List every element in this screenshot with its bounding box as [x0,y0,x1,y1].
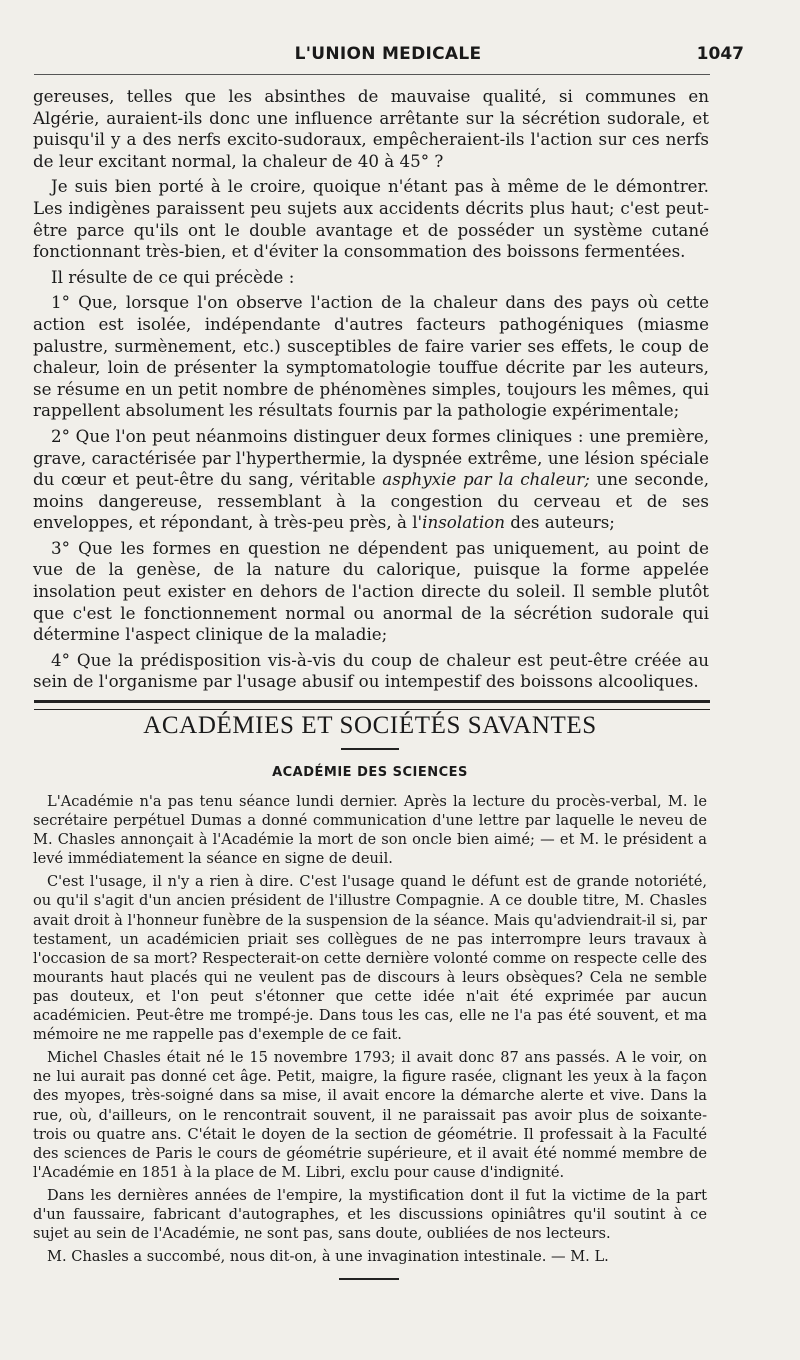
subsection-title: ACADÉMIE DES SCIENCES [272,765,468,780]
paragraph: C'est l'usage, il n'y a rien à dire. C'est l'usage quand le défunt est de grande notoriété, ou qu'il s'agit d'un ancien président de l'illustre Compagnie. A ce double titre, M. Chasles avait droit à l'honneur funèbre de la suspension de la séance. Mais qu'adviendrait-il si, par testament, un académicien priait ses collègues de ne pas interrompre leurs travaux à l'occasion de sa mort? Respecterait-on cette dernière volonté comme on respecte celle des mourants haut placés qui ne veulent pas de discours à leurs obsèques? Cela ne semble pas douteux, et l'on peut s'étonner que cette idée n'ait été exprimée par aucun académicien. Peut-être me trompé-je. Dans tous les cas, elle ne l'a pas été souvent, et ma mémoire ne me rappelle pas d'exemple de ce fait. [33,873,707,1044]
paragraph: Dans les dernières années de l'empire, la mystification dont il fut la victime de la part d'un faussaire, fabricant d'autographes, et les discussions opiniâtres qu'il soutint à ce sujet au sein de l'Académie, ne sont pas, sans doute, oubliées de nos lecteurs. [33,1186,707,1243]
article-academy [33,792,707,1266]
paragraph: gereuses, telles que les absinthes de mauvaise qualité, si communes en Algérie, auraient-ils donc une influence arrêtante sur la sécrétion sudorale, et puisqu'il y a des nerfs excito-sudoraux, empêcheraient-ils l'action sur ces nerfs de leur excitant normal, la chaleur de 40 à 45° ? [33,86,709,171]
paragraph: M. Chasles a succombé, nous dit-on, à une invagination intestinale. — M. L. [47,1248,609,1266]
text-run: 2° Que l'on peut néanmoins distinguer deux formes cliniques : une première, grave, caractérisée par l'hyperthermie, la dyspnée extrême, une lésion spéciale du cœur et peut-être du sang, véritable [33,425,709,490]
paragraph: 3° Que les formes en question ne dépendent pas uniquement, au point de vue de la genèse, de la nature du calorique, puisque la forme appelée insolation peut exister en dehors de l'action directe du soleil. Il semble plutôt que c'est le fonctionnement normal ou anormal de la sécrétion sudorale qui détermine l'aspect clinique de la maladie; [33,537,709,645]
page-number: 1047 [696,44,744,64]
paragraph: L'Académie n'a pas tenu séance lundi dernier. Après la lecture du procès-verbal, M. le secrétaire perpétuel Dumas a donné communication d'une lettre par laquelle le neveu de M. Chasles annonçait à l'Académie la mort de son oncle bien aimé; — et M. le président a levé immédiatement la séance en signe de deuil. [33,793,707,868]
running-head [32,44,744,72]
paragraph: 4° Que la prédisposition vis-à-vis du coup de chaleur est peut-être créée au sein de l'organisme par l'usage abusif ou intempestif des boissons alcooliques. [33,649,709,692]
italic-word: insolation [422,512,505,533]
paragraph: Michel Chasles était né le 15 novembre 1793; il avait donc 87 ans passés. A le voir, on ne lui aurait pas donné cet âge. Petit, maigre, la figure rasée, clignant les yeux à la façon des myopes, très-soigné dans sa mise, il avait encore la démarche alerte et vive. Dans la rue, où, d'ailleurs, on le rencontrait souvent, il ne paraissait pas avoir plus de soixante-trois ou quatre ans. C'était le doyen de la section de géométrie. Il professait à la Faculté des sciences de Paris le cours de géométrie supérieure, et il avait été nommé membre de l'Académie en 1851 à la place de M. Libri, exclu pour cause d'indignité. [33,1049,707,1181]
section-divider [34,700,710,710]
italic-phrase: asphyxie par la chaleur; [382,469,590,490]
end-rule [339,1278,399,1280]
title-rule [341,748,399,750]
paragraph [33,426,709,534]
header-rule [34,74,710,75]
paragraph: Je suis bien porté à le croire, quoique n'étant pas à même de le démontrer. Les indigènes paraissent peu sujets aux accidents décrits plus haut; c'est peut-être parce qu'ils ont le double avantage et de posséder un système cutané fonctionnant très-bien, et d'éviter la consommation des boissons fermentées. [33,176,709,262]
paragraph: Il résulte de ce qui précède : [51,266,295,287]
section-title: ACADÉMIES ET SOCIÉTÉS SAVANTES [143,712,597,739]
article-heat-stroke [33,86,709,693]
paragraph: 1° Que, lorsque l'on observe l'action de la chaleur dans des pays où cette action est isolée, indépendante d'autres facteurs pathogéniques (miasme palustre, surmènement, etc.) susceptibles de faire varier ses effets, le coup de chaleur, loin de présenter la symptomatologie touffue décrite par les auteurs, se résume en un petit nombre de phénomènes simples, toujours les mêmes, qui rappellent absolument les résultats fournis par la pathologie expérimentale; [33,292,709,421]
text-run: une seconde, moins dangereuse, ressemblant à la congestion du cerveau et de ses enveloppes, et répondant, à très-peu près, à l' [33,469,710,533]
journal-title: L'UNION MEDICALE [294,44,482,64]
text-run: des auteurs; [504,512,615,533]
